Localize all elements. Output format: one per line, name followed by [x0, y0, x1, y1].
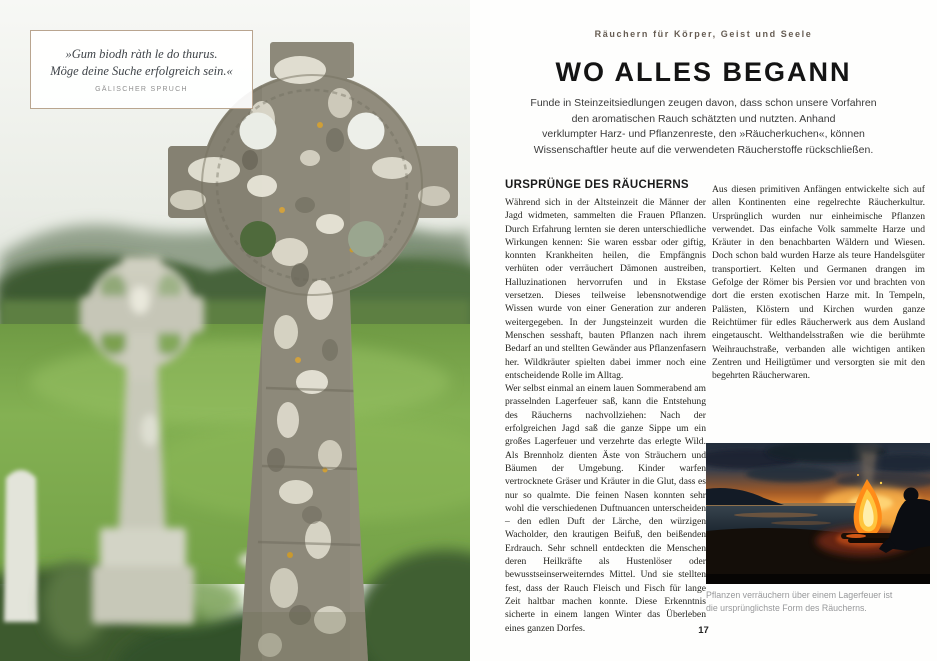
running-head: Räuchern für Körper, Geist und Seele: [594, 29, 813, 39]
intro-line-2: den aromatischen Rauch schätzten und nutzten. Anhand: [571, 112, 836, 125]
page-number: 17: [698, 625, 709, 636]
body-paragraph-2: Wer selbst einmal an einem lauen Sommerabend am prasselnden Lagerfeuer saß, kann die Entstehung des Räucherns nachvollziehen: Nach der erfolgreichen Jagd saß die ganze Sippe um ein großes Lagerfeuer und verzehrte das erlegte Wild. Als Brennholz dienten Äste von Sträuchern und Bäumen der Umgebung. Kinder warfen vertrocknete Gräser und Kräuter in die Glut, dass es nur so qualmte. Die feinen Nasen konnten sehr wohl die verschiedenen Duftnuancen unterscheiden – den edlen Duft der Lärche, den würzigen Wacholder, den krautigen Beifuß, den beißenden Erdrauch. Sehr schnell entdeckten die Menschen deren Heilkräfte als Hustenlöser oder bewusstseinserweiterndes Mittel. Und sie stellten fest, dass der Rauch Fleisch und Fisch für lange Zeit haltbar machen konnte. Diese Erkenntnis sicherte in einem langen Winter das Überleben eines ganzen Dorfes.: [505, 383, 706, 634]
intro-paragraph: [470, 96, 937, 158]
right-page: [470, 0, 937, 661]
caption-line-2: die ursprünglichste Form des Räucherns.: [706, 603, 867, 613]
quote-attribution: GÄLISCHER SPRUCH: [95, 86, 188, 93]
column-left: [505, 179, 706, 635]
intro-line-4: Wissenschaftler heute auf die verwendeten Räucherstoffe rückschließen.: [533, 143, 874, 156]
intro-line-1: Funde in Steinzeitsiedlungen zeugen davon, dass schon unsere Vorfahren: [530, 97, 877, 109]
photo-caption: [706, 589, 930, 615]
campfire-photo: [706, 443, 930, 584]
body-paragraph-3: Aus diesen primitiven Anfängen entwickelte sich auf allen Kontinenten eine regelrechte Räucherkultur. Ursprünglich wurden nur einheimische Pflanzen verwendet. Das einfache Volk sammelte Harze und Kräuter in den benachbarten Wäldern und Wiesen. Doch schon bald wurden Harze als teure Handelsgüter transportiert. Kelten und Germanen drangen im Gefolge der Römer bis Persien vor und brachten von dort die ersten exotischen Harze mit. In Tempeln, Palästen, Klöstern und Kirchen wurden ganze Reichtümer für edles Räucherwerk aus dem Ausland eingetauscht. Welthandelsstraßen wie die berühmte Weihrauchstraße, verbanden alle wichtigen antiken Zentren und Heiligtümer und versorgten sie mit den begehrten Räucherwaren.: [712, 184, 925, 382]
intro-line-3: verklumpter Harz- und Pflanzenreste, den »Räucherkuchen«, können: [542, 128, 865, 141]
column-right: [712, 183, 925, 382]
page-title: WO ALLES BEGANN: [555, 57, 852, 87]
section-heading: URSPRÜNGE DES RÄUCHERNS: [505, 179, 689, 191]
quote-line-2: Möge deine Suche erfolgreich sein.«: [50, 64, 233, 78]
body-paragraph-1: Während sich in der Altsteinzeit die Männer der Jagd widmeten, sammelten die Frauen Pflanzen. Durch Erfahrung lernten sie deren unterschiedliche Wirkungen kennen: Sie waren essbar oder giftig, konnten Krankheiten heilen, die Empfängnis verhüten oder verräuchert Dämonen austreiben, Halluzinationen hervorrufen und in Ekstase versetzen. Dieses teilweise lebensnotwendige Wissen wurde von einer Generation zur anderen weitergegeben. In der Jungsteinzeit wurden die Menschen sesshaft, bauten Pflanzen nach ihrem Bedarf an und stellten Gewänder aus Pflanzenfasern her. Wildkräuter spielten dabei immer noch eine entscheidende Rolle im Alltag.: [505, 197, 706, 381]
caption-line-1: Pflanzen verräuchern über einem Lagerfeuer ist: [706, 590, 893, 600]
quote-line-1: »Gum biodh ràth le do thurus.: [65, 47, 218, 61]
quote-box: [30, 30, 253, 109]
